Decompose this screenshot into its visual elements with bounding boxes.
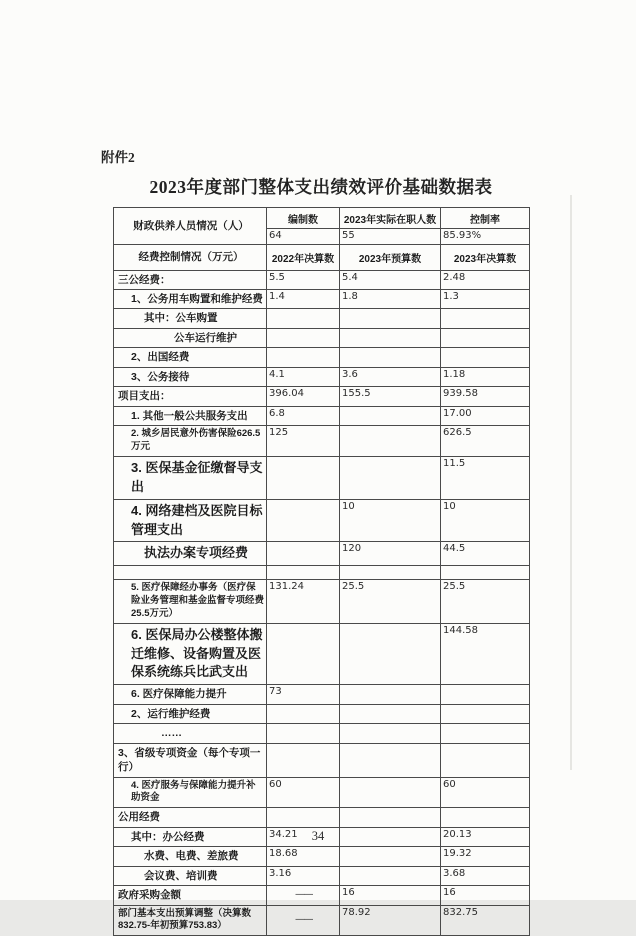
row-label: 3、公务接待 [114, 367, 267, 386]
cell-value [267, 309, 340, 328]
row-label: 三公经费： [114, 270, 267, 289]
cell-value: 832.75 [441, 905, 530, 936]
cell-value [340, 743, 441, 777]
row-label: 5. 医疗保障经办事务（医疗保险业务管理和基金监督专项经费25.5万元） [114, 580, 267, 623]
row-label: 公用经费 [114, 808, 267, 827]
cell-value [441, 743, 530, 777]
table-row [114, 886, 530, 905]
table-row [114, 905, 530, 936]
cell-value [340, 457, 441, 500]
cell-value [340, 685, 441, 704]
cell-value: 19.32 [441, 847, 530, 866]
row-label: 部门基本支出预算调整（决算数832.75-年初预算753.83） [114, 905, 267, 936]
cell-value [267, 724, 340, 743]
cell-value: 6.8 [267, 406, 340, 425]
cell-value [267, 743, 340, 777]
table-row [114, 348, 530, 367]
cell-value: 5.4 [340, 270, 441, 289]
cell-value [441, 808, 530, 827]
table-row [114, 270, 530, 289]
cell-value [441, 348, 530, 367]
column-header-final-2022: 2022年决算数 [267, 244, 340, 270]
cell-value: 18.68 [267, 847, 340, 866]
cell-value [267, 328, 340, 347]
cell-value [441, 328, 530, 347]
cell-value: 17.00 [441, 406, 530, 425]
attachment-label: 附件2 [101, 150, 135, 165]
cell-value [441, 685, 530, 704]
cell-value: —— [267, 905, 340, 936]
table-row [114, 367, 530, 386]
cell-value: 85.93% [441, 229, 530, 245]
cell-value: 144.58 [441, 623, 530, 685]
table-row [114, 743, 530, 777]
cell-value: 3.68 [441, 866, 530, 885]
cell-value: 60 [267, 777, 340, 808]
cell-value [340, 566, 441, 580]
cell-value [340, 724, 441, 743]
row-label: 公车运行维护 [114, 328, 267, 347]
column-header-control-rate: 控制率 [441, 208, 530, 229]
row-label: 3. 医保基金征缴督导支出 [114, 457, 267, 500]
cell-value [340, 808, 441, 827]
table-row [114, 499, 530, 542]
column-header-final-2023: 2023年决算数 [441, 244, 530, 270]
cell-value: 16 [441, 886, 530, 905]
cell-value: —— [267, 886, 340, 905]
cell-value [340, 328, 441, 347]
cell-value: 25.5 [441, 580, 530, 623]
cell-value [267, 457, 340, 500]
cell-value [340, 348, 441, 367]
cell-value: 125 [267, 426, 340, 457]
cell-value [267, 704, 340, 723]
cell-value: 4.1 [267, 367, 340, 386]
row-label: 4. 网络建档及医院目标管理支出 [114, 499, 267, 542]
page-number: 34 [311, 829, 325, 843]
table-row [114, 724, 530, 743]
row-label: 会议费、培训费 [114, 866, 267, 885]
cell-value: 34.21 [267, 827, 340, 846]
table-row [114, 580, 530, 623]
cell-value: 16 [340, 886, 441, 905]
cell-value [441, 566, 530, 580]
cell-value [267, 566, 340, 580]
performance-data-table [113, 207, 530, 936]
cell-value: 55 [340, 229, 441, 245]
row-label: 6. 医保局办公楼整体搬迁维修、设备购置及医保系统练兵比武支出 [114, 623, 267, 685]
cell-value: 2.48 [441, 270, 530, 289]
staffing-header-row [114, 208, 530, 229]
cell-value: 5.5 [267, 270, 340, 289]
cell-value [340, 777, 441, 808]
row-label: …… [114, 724, 267, 743]
table-row [114, 289, 530, 308]
staffing-row-label: 财政供养人员情况（人） [114, 208, 267, 245]
cell-value: 1.3 [441, 289, 530, 308]
cell-value: 60 [441, 777, 530, 808]
cell-value [340, 309, 441, 328]
table-row [114, 309, 530, 328]
cell-value [340, 623, 441, 685]
table-row [114, 566, 530, 580]
row-label: 2、运行维护经费 [114, 704, 267, 723]
row-label: 3、省级专项资金（每个专项一行） [114, 743, 267, 777]
table-row [114, 808, 530, 827]
row-label: 政府采购金额 [114, 886, 267, 905]
table-row [114, 457, 530, 500]
cell-value: 1.4 [267, 289, 340, 308]
column-header-actual-staff-2023: 2023年实际在职人数 [340, 208, 441, 229]
column-header-authorized-staff: 编制数 [267, 208, 340, 229]
cell-value [267, 499, 340, 542]
cell-value [267, 542, 340, 566]
row-label: 其中：公车购置 [114, 309, 267, 328]
table-row [114, 542, 530, 566]
page-title: 2023年度部门整体支出绩效评价基础数据表 [149, 177, 493, 197]
cell-value [441, 724, 530, 743]
row-label: 水费、电费、差旅费 [114, 847, 267, 866]
cell-value: 10 [340, 499, 441, 542]
cell-value: 3.16 [267, 866, 340, 885]
control-row-label: 经费控制情况（万元） [114, 244, 267, 270]
cell-value: 64 [267, 229, 340, 245]
cell-value [267, 623, 340, 685]
cell-value: 3.6 [340, 367, 441, 386]
row-label: 2、出国经费 [114, 348, 267, 367]
cell-value [340, 866, 441, 885]
cell-value: 131.24 [267, 580, 340, 623]
scan-edge-artifact [570, 195, 572, 770]
table-row [114, 387, 530, 406]
cell-value: 396.04 [267, 387, 340, 406]
cell-value: 155.5 [340, 387, 441, 406]
cell-value: 20.13 [441, 827, 530, 846]
table-row [114, 328, 530, 347]
row-label: 6. 医疗保障能力提升 [114, 685, 267, 704]
row-label: 项目支出： [114, 387, 267, 406]
cell-value [441, 704, 530, 723]
cell-value: 1.8 [340, 289, 441, 308]
row-label: 1. 其他一般公共服务支出 [114, 406, 267, 425]
row-label: 1、公务用车购置和维护经费 [114, 289, 267, 308]
cell-value: 25.5 [340, 580, 441, 623]
cell-value: 120 [340, 542, 441, 566]
row-label [114, 566, 267, 580]
cell-value [340, 704, 441, 723]
cell-value: 1.18 [441, 367, 530, 386]
table-row [114, 623, 530, 685]
table-row [114, 866, 530, 885]
cell-value: 73 [267, 685, 340, 704]
cell-value [340, 426, 441, 457]
row-label: 2. 城乡居民意外伤害保险626.5万元 [114, 426, 267, 457]
table-row [114, 847, 530, 866]
column-header-budget-2023: 2023年预算数 [340, 244, 441, 270]
control-header-row [114, 244, 530, 270]
row-label: 其中：办公经费 [114, 827, 267, 846]
row-label: 执法办案专项经费 [114, 542, 267, 566]
table-row [114, 777, 530, 808]
cell-value [267, 808, 340, 827]
table-row [114, 685, 530, 704]
table-row [114, 406, 530, 425]
cell-value [340, 847, 441, 866]
cell-value [340, 406, 441, 425]
cell-value: 939.58 [441, 387, 530, 406]
cell-value: 10 [441, 499, 530, 542]
cell-value: 626.5 [441, 426, 530, 457]
table-row [114, 426, 530, 457]
cell-value: 44.5 [441, 542, 530, 566]
cell-value [267, 348, 340, 367]
table-row [114, 704, 530, 723]
row-label: 4. 医疗服务与保障能力提升补助资金 [114, 777, 267, 808]
cell-value [441, 309, 530, 328]
cell-value: 78.92 [340, 905, 441, 936]
cell-value: 11.5 [441, 457, 530, 500]
